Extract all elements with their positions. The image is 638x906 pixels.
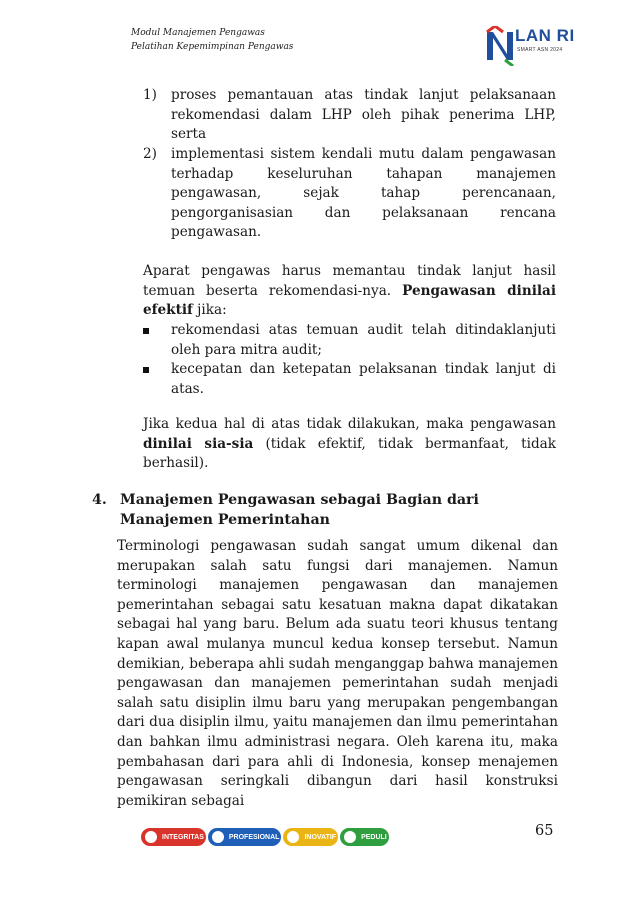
lightbulb-icon <box>285 829 301 845</box>
item-text: proses pemantauan atas tindak lanjut pelaksanaan rekomendasi dalam LHP oleh pihak penerima LHP, serta <box>171 87 556 143</box>
bullet-item <box>143 360 556 399</box>
badge-profesional <box>208 828 282 846</box>
badge-inovatif <box>283 828 338 846</box>
para-text: Aparat pengawas harus memantau tindak lanjut hasil temuan beserta rekomendasi-nya. <box>143 263 556 299</box>
para-text: Jika kedua hal di atas tidak dilakukan, maka pengawasan <box>143 416 556 432</box>
numbered-item <box>143 145 556 243</box>
header-line-2: Pelatihan Kepemimpinan Pengawas <box>131 42 294 52</box>
badge-peduli <box>340 828 389 846</box>
logo-subtext: SMART ASN 2024 <box>517 47 563 53</box>
running-header <box>131 26 293 54</box>
square-bullet-icon <box>143 321 171 360</box>
item-number: 2) <box>143 146 157 162</box>
logo-text: LAN RI <box>515 26 575 45</box>
badge-label: INOVATIF <box>304 833 337 841</box>
item-text: implementasi sistem kendali mutu dalam pengawasan terhadap keseluruhan tahapan manajemen pengawasan, sejak tahap perencanaan, pengorganisasian dan pelaksanaan rencana pengawasan. <box>171 146 556 241</box>
para-text: jika: <box>192 302 227 319</box>
numbered-item <box>143 86 556 145</box>
header-line-1: Modul Manajemen Pengawas <box>131 28 265 38</box>
handshake-icon <box>143 829 159 845</box>
page-number: 65 <box>535 823 554 839</box>
badge-integritas <box>141 828 206 846</box>
gear-icon <box>210 829 226 845</box>
section-title: Manajemen Pengawasan sebagai Bagian dari Manajemen Pemerintahan <box>120 492 479 528</box>
section-heading <box>92 490 562 530</box>
badge-label: PEDULI <box>361 833 387 841</box>
footer-values-banner <box>141 821 401 853</box>
heart-icon <box>342 829 358 845</box>
emphasis-text: Pengawasan dinilai efektif <box>143 282 556 319</box>
bullet-item <box>143 321 556 360</box>
paragraph-futility <box>143 415 556 474</box>
badge-label: PROFESIONAL <box>228 833 280 841</box>
bullet-text: rekomendasi atas temuan audit telah ditindaklanjuti oleh para mitra audit; <box>171 322 556 358</box>
para-text: (tidak efektif, tidak bermanfaat, tidak berhasil). <box>143 435 556 472</box>
square-bullet-icon <box>143 360 171 399</box>
badge-label: INTEGRITAS <box>162 833 204 841</box>
emphasis-text: dinilai sia-sia <box>143 435 254 452</box>
section-paragraph: Terminologi pengawasan sudah sangat umum dikenal dan merupakan salah satu fungsi dari manajemen. Namun terminologi manajemen pengawasan dan manajemen pemerintahan sebagai satu kesatuan makna dapat dikatakan sebagai hal yang baru. Belum ada suatu teori khusus tentang kapan awal mulanya muncul kedua konsep tersebut. Namun demikian, beberapa ahli sudah menganggap bahwa manajemen pengawasan dan manajemen pemerintahan sudah menjadi salah satu disiplin ilmu baru yang merupakan pengembangan dari dua disiplin ilmu, yaitu manajemen dan ilmu pemerintahan dan bahkan ilmu administrasi negara. Oleh karena itu, maka pembahasan dari para ahli di Indonesia, konsep menajemen pengawasan seringkali dibangun dari hasil konstruksi pemikiran sebagai <box>117 538 558 809</box>
item-number: 1) <box>143 87 157 103</box>
section-number: 4. <box>92 492 107 508</box>
paragraph-effectiveness <box>143 262 556 321</box>
bullet-text: kecepatan dan ketepatan pelaksanan tindak lanjut di atas. <box>171 361 556 397</box>
